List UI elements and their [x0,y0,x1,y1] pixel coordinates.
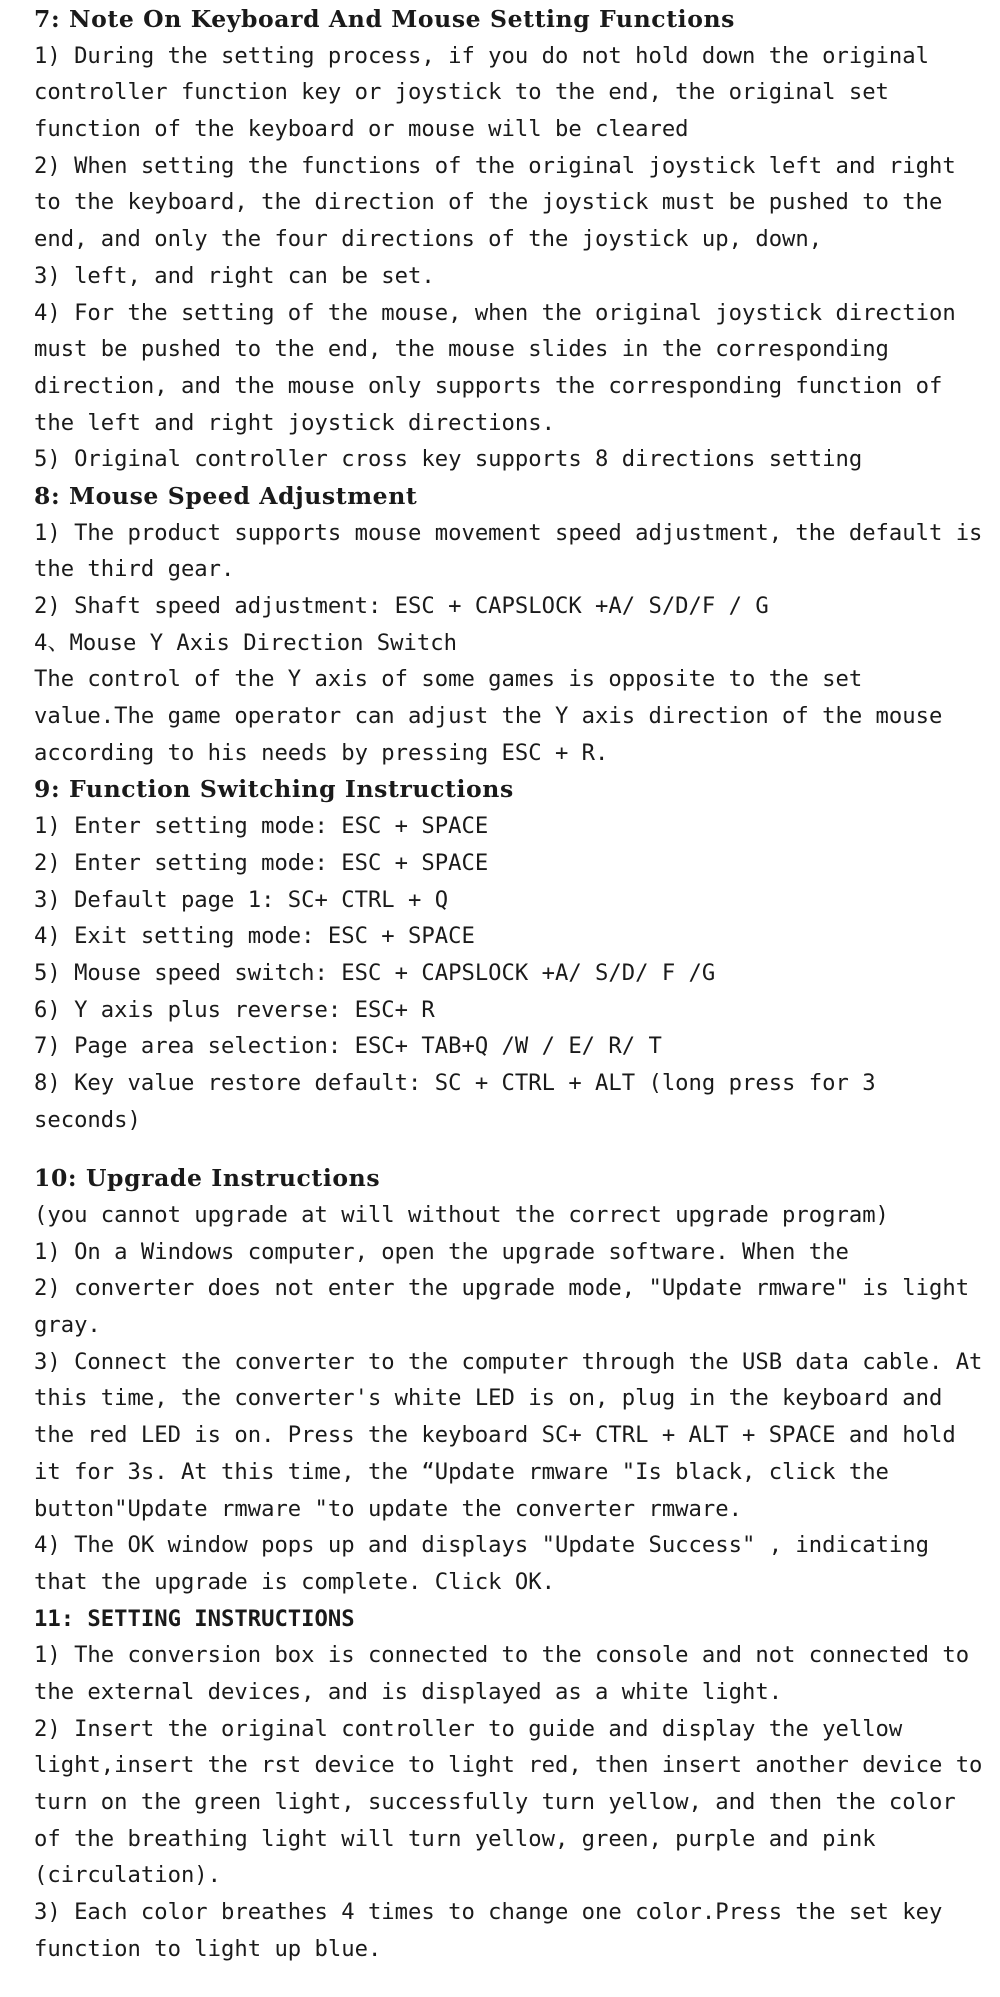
body-text-line: turn on the green light, successfully turn yellow, and then the color [34,1789,956,1815]
section-spacer [34,1138,984,1160]
body-text-line: 4) Exit setting mode: ESC + SPACE [34,923,475,950]
body-text-line: it for 3s. At this time, the “Update rmware "Is black, click the [34,1458,889,1485]
body-text-line: direction, and the mouse only supports the corresponding function of [34,372,943,399]
body-text-line: the external devices, and is displayed as a white light. [34,1678,783,1705]
section-3 [34,771,984,1138]
section-2 [34,478,984,772]
body-text-line: function to light up blue. [34,1935,382,1962]
body-text-line: (you cannot upgrade at will without the correct upgrade program) [34,1202,889,1228]
body-text-line: of the breathing light will turn yellow, green, purple and pink [34,1825,876,1852]
body-text-line: (circulation). [34,1862,222,1889]
body-text-line: 2) Enter setting mode: ESC + SPACE [34,849,489,876]
body-text-line: 5) Original controller cross key supports 8 directions setting [34,446,863,473]
body-text-line: the left and right joystick directions. [34,409,555,436]
body-text-line: 4、Mouse Y Axis Direction Switch [34,629,457,656]
section-heading: 11: SETTING INSTRUCTIONS [34,1605,355,1632]
body-text-line: 3) Default page 1: SC+ CTRL + Q [34,886,449,913]
body-text-line: 1) On a Windows computer, open the upgrade software. When the [34,1238,849,1265]
section-4 [34,1138,984,1600]
body-text-line: 1) The product supports mouse movement speed adjustment, the default is [34,519,983,546]
body-text-line: 6) Y axis plus reverse: ESC+ R [34,996,435,1023]
body-text-line: 8) Key value restore default: SC + CTRL + ALT (long press for 3 [34,1069,876,1096]
body-text-line: gray. [34,1312,101,1339]
body-text-line: 2) converter does not enter the upgrade mode, "Update rmware" is light [34,1275,970,1302]
body-text-line: The control of the Y axis of some games is opposite to the set [34,666,863,693]
section-heading: 9: Function Switching Instructions [34,775,514,804]
body-text-line: 2) Shaft speed adjustment: ESC + CAPSLOCK +A/ S/D/F / G [34,593,769,619]
body-text-line: 2) When setting the functions of the original joystick left and right [34,152,956,179]
body-text-line: 3) Connect the converter to the computer through the USB data cable. At [34,1348,983,1375]
body-text-line: function of the keyboard or mouse will be cleared [34,116,689,143]
body-text-line: 1) Enter setting mode: ESC + SPACE [34,813,489,840]
body-text-line: must be pushed to the end, the mouse slides in the corresponding [34,336,889,363]
body-text-line: seconds) [34,1106,141,1133]
body-text-line: 4) For the setting of the mouse, when the original joystick direction [34,299,956,326]
body-text-line: 1) During the setting process, if you do not hold down the original [34,42,929,69]
body-text-line: according to his needs by pressing ESC + R. [34,739,609,766]
body-text-line: the third gear. [34,556,235,583]
body-text-line: 1) The conversion box is connected to the console and not connected to [34,1642,970,1669]
body-text-line: to the keyboard, the direction of the joystick must be pushed to the [34,189,943,216]
body-text-line: the red LED is on. Press the keyboard SC+ CTRL + ALT + SPACE and hold [34,1422,956,1449]
instruction-document [34,1,984,1967]
body-text-line: 3) left, and right can be set. [34,262,435,289]
section-5 [34,1601,984,1968]
section-1 [34,1,984,478]
body-text-line: 5) Mouse speed switch: ESC + CAPSLOCK +A/ S/D/ F /G [34,959,716,986]
body-text-line: 7) Page area selection: ESC+ TAB+Q /W / E/ R/ T [34,1033,662,1060]
body-text-line: light,insert the rst device to light red, then insert another device to [34,1752,983,1779]
body-text-line: 2) Insert the original controller to guide and display the yellow [34,1715,903,1742]
section-heading: 10: Upgrade Instructions [34,1164,381,1193]
body-text-line: controller function key or joystick to the end, the original set [34,79,889,106]
body-text-line: that the upgrade is complete. Click OK. [34,1568,555,1595]
body-text-line: value.The game operator can adjust the Y axis direction of the mouse [34,703,943,730]
body-text-line: 4) The OK window pops up and displays "Update Success" , indicating [34,1532,929,1559]
body-text-line: this time, the converter's white LED is on, plug in the keyboard and [34,1385,943,1412]
body-text-line: end, and only the four directions of the joystick up, down, [34,226,823,253]
section-heading: 8: Mouse Speed Adjustment [34,481,418,510]
body-text-line: 3) Each color breathes 4 times to change one color.Press the set key [34,1899,943,1926]
section-heading: 7: Note On Keyboard And Mouse Setting Functions [34,5,735,33]
body-text-line: button"Update rmware "to update the converter rmware. [34,1495,742,1522]
